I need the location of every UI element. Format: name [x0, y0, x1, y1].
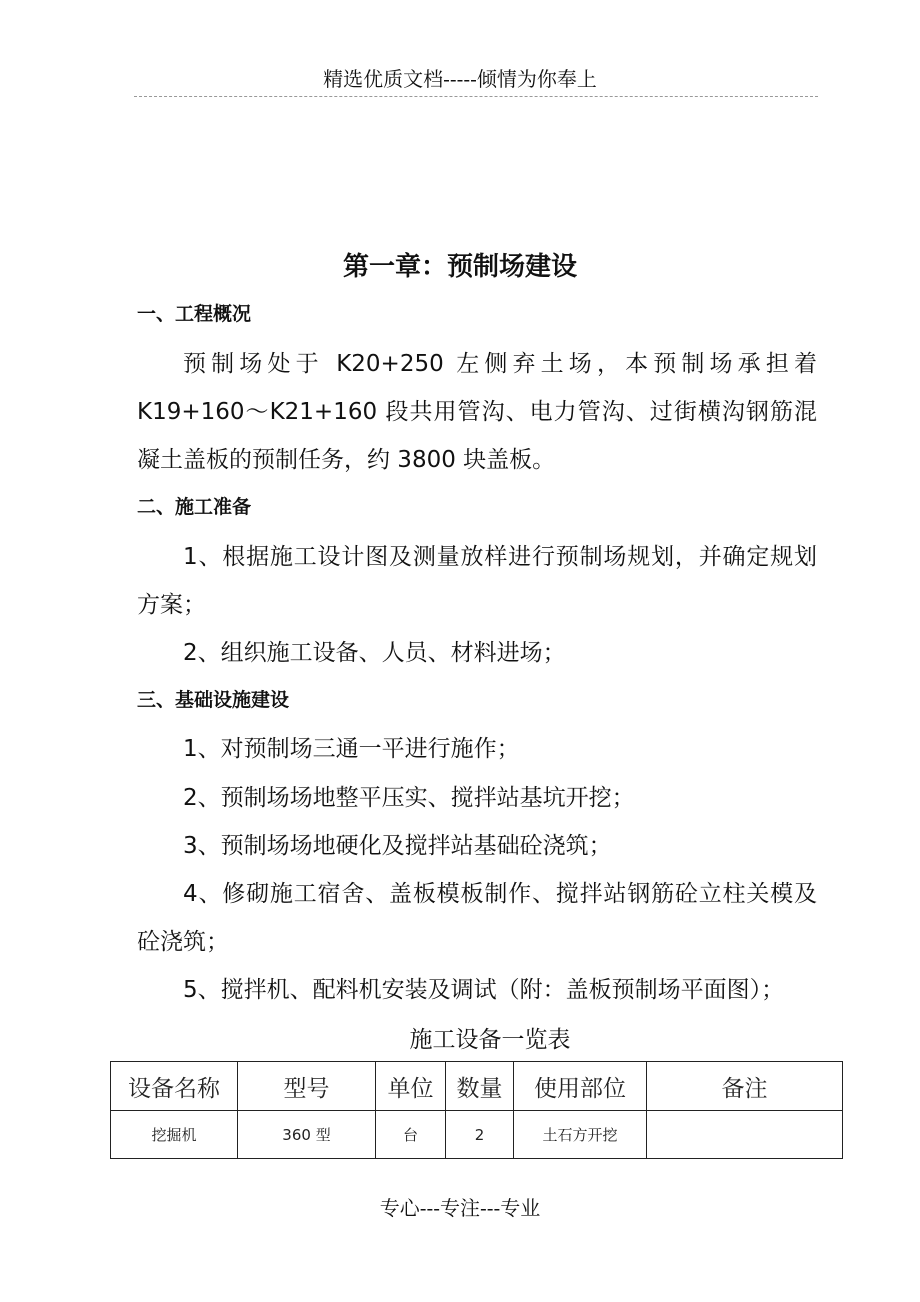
table-cell: 土石方开挖: [514, 1111, 647, 1159]
section-heading-overview: 一、工程概况: [137, 303, 252, 325]
column-header: 单位: [376, 1062, 446, 1111]
infrastructure-item-1: 1、对预制场三通一平进行施作；: [183, 736, 520, 762]
table-cell: [647, 1111, 843, 1159]
column-header: 使用部位: [514, 1062, 647, 1111]
column-header: 数量: [446, 1062, 514, 1111]
preparation-item-1: 1、根据施工设计图及测量放样进行预制场规划，并确定规划方案；: [137, 544, 817, 618]
chapter-title: 第一章：预制场建设: [342, 252, 577, 282]
header-divider: [134, 96, 818, 97]
table-cell: 台: [376, 1111, 446, 1159]
column-header: 备注: [647, 1062, 843, 1111]
section-heading-infrastructure: 三、基础设施建设: [137, 689, 290, 711]
overview-paragraph: 预制场处于 K20+250 左侧弃土场，本预制场承担着 K19+160～K21+160 段共用管沟、电力管沟、过街横沟钢筋混凝土盖板的预制任务，约 3800 块盖板。: [137, 351, 817, 473]
infrastructure-item-4: 4、修砌施工宿舍、盖板模板制作、搅拌站钢筋砼立柱关模及砼浇筑；: [137, 881, 817, 955]
table-header-row: [111, 1062, 843, 1111]
table-cell: 360 型: [238, 1111, 376, 1159]
section-heading-preparation: 二、施工准备: [137, 496, 252, 518]
page-footer: 专心---专注---专业: [379, 1196, 541, 1220]
table-row: [111, 1111, 843, 1159]
infrastructure-item-5: 5、搅拌机、配料机安装及调试（附：盖板预制场平面图）；: [183, 977, 785, 1003]
column-header: 型号: [238, 1062, 376, 1111]
equipment-table: [110, 1061, 843, 1159]
preparation-item-2: 2、组织施工设备、人员、材料进场；: [183, 640, 566, 666]
infrastructure-item-2: 2、预制场场地整平压实、搅拌站基坑开挖；: [183, 785, 635, 811]
column-header: 设备名称: [111, 1062, 238, 1111]
table-cell: 挖掘机: [111, 1111, 238, 1159]
page-header: 精选优质文档-----倾情为你奉上: [323, 67, 597, 91]
infrastructure-item-3: 3、预制场场地硬化及搅拌站基础砼浇筑；: [183, 833, 612, 859]
table-cell: 2: [446, 1111, 514, 1159]
table-caption: 施工设备一览表: [409, 1027, 571, 1053]
